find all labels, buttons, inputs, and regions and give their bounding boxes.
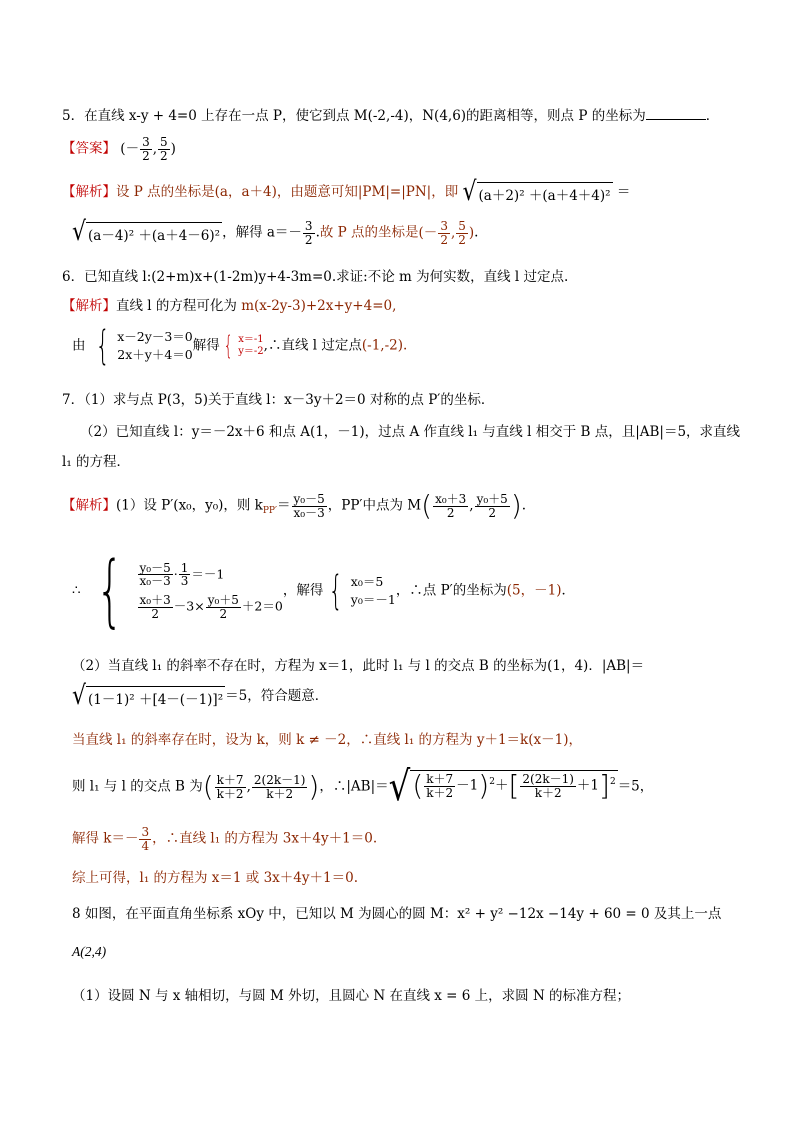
q7-case1-sqrt-line: [72, 680, 794, 711]
q7-analysis-line1: 【解析】(1）设 P′(x₀，y₀)，则 $k_{PP'}=$ $\frac{\text{y₀－5}}{\text{x₀－3}}$ ，PP′中点为 M( $\frac{\text{x₀＋3}}{2}$ , $\frac{\text{y₀＋5}}{2}$ ).: [62, 489, 527, 522]
q7-intersection-line: 则 l₁ 与 l 的交点 B 为( $\frac{k+7}{k+2}$ , $\frac{2(2k-1)}{k+2}$ )，∴|AB|＝ √ ( $\frac{k+7}{k+2}$ －1)$^2$＋[ $\frac{2(2k-1)}{k+2}$ ＋1]$^2$ ＝5，: [72, 763, 654, 811]
q7-ab-sqrt: √ ( $\frac{k+7}{k+2}$ －1)$^2$＋[ $\frac{2(2k-1)}{k+2}$ ＋1]$^2$: [388, 763, 616, 811]
analysis-tag: 【解析】: [62, 298, 116, 314]
q5-conclusion-text: 故 P 点的坐标是: [319, 224, 419, 241]
q7-ab-text: ，∴|AB|＝: [319, 778, 389, 795]
q5-analysis-line2: √ (a－4)² ＋(a＋4－6)² ，解得 a＝－ $\frac{3}{2}$ .故 P 点的坐标是(－ $\frac{3}{2}$ , $\frac{5}{2}$ ).: [72, 217, 479, 248]
q6-fixed-point: (-1,-2).: [361, 337, 408, 354]
q7-solve-k-line: [72, 826, 794, 852]
analysis-tag: 【解析】: [62, 497, 116, 514]
q6-jiede: 解得: [192, 337, 220, 354]
q6-analysis-text: 直线 l 的方程可化为: [116, 298, 242, 314]
q5-analysis-line1: [62, 176, 794, 207]
q6-analysis-line: [62, 294, 794, 314]
q7-result-point: (5，－1): [506, 582, 562, 599]
q7-s1-text: (1）设 P′(x₀，y₀)，则 k: [116, 497, 263, 514]
q7-mid-x: $\frac{\text{x₀＋3}}{2}$: [435, 491, 467, 520]
q5-stem-end: ．: [705, 108, 720, 124]
analysis-tag: 【解析】: [62, 184, 116, 200]
q7-summary-line: [72, 866, 794, 886]
therefore-sign: ∴: [72, 582, 81, 599]
q5-answer-line: [62, 136, 794, 162]
q5-frac-3-2: $\frac{3}{2}$: [304, 219, 313, 247]
q7-part2-line-a: [80, 420, 794, 440]
equals-sign: ＝: [277, 497, 291, 514]
q7-case1: （2）当直线 l₁ 的斜率不存在时，方程为 x＝1，此时 l₁ 与 l 的交点 B 的坐标为(1，4)．|AB|＝: [72, 658, 645, 674]
q7-case2: 当直线 l₁ 的斜率存在时，设为 k，则 k ≠ －2，∴直线 l₁ 的方程为 y＋1＝k(x－1)，: [72, 732, 582, 748]
q6-tail-text: ,∴直线 l 过定点: [263, 337, 362, 354]
q7-solution-system: { x₀＝5 y₀＝－1: [329, 568, 396, 614]
q7-solve-k: 解得 k＝－: [72, 830, 139, 847]
answer-blank: [646, 107, 706, 120]
q7-system-line: [72, 546, 794, 636]
q7-intersection-text: 则 l₁ 与 l 的交点 B 为: [72, 778, 203, 795]
q7-slope-frac: $\frac{\text{y₀－5}}{\text{x₀－3}}$: [293, 491, 325, 520]
q7-b-x: $\frac{k+7}{k+2}$: [216, 772, 244, 801]
period: .: [521, 497, 527, 514]
q6-equation-system: { x－2y－3＝0 2x＋y＋4＝0: [95, 323, 193, 369]
q8-point-a: A(2,4): [72, 944, 107, 959]
q5-stem: 5．在直线 x-y + 4=0 上存在一点 P，使它到点 M(-2,-4)，N(4,6)的距离相等，则点 P 的坐标为: [62, 108, 646, 124]
q7-part2-line-b: [62, 450, 794, 470]
q5-stem-line: [62, 104, 794, 124]
q8-line3: [72, 984, 794, 1004]
q7-midpoint-text: ，PP′中点为 M: [327, 497, 422, 514]
q7-part2-end: l₁ 的方程．: [62, 454, 131, 470]
q7-k-frac: $\frac{3}{4}$: [141, 825, 150, 853]
q5-sqrt-expression-2: √ (a－4)² ＋(a＋4－6)²: [72, 217, 221, 248]
q5-sqrt-expression-1: √ (a＋2)² ＋(a＋4＋4)²: [462, 176, 611, 207]
q5-solve-text: ，解得 a＝－: [222, 224, 302, 241]
q7-jiede: ，解得: [282, 582, 324, 599]
q8-line1: [72, 902, 794, 922]
q5-analysis-text: 设 P 点的坐标是(a，a＋4)，由题意可知|PM|=|PN|，即: [116, 184, 459, 200]
q7-mid-y: $\frac{\text{y₀＋5}}{2}$: [476, 491, 508, 520]
period: ．: [561, 582, 575, 599]
q6-you-label: 由: [72, 337, 86, 354]
q7-part1: 7．（1）求与点 P(3，5)关于直线 l：x－3y＋2＝0 对称的点 P′的坐标．: [62, 392, 495, 408]
q5-answer: (－ $\frac{3}{2}$ , $\frac{5}{2}$ ): [120, 135, 176, 163]
q7-b-y: $\frac{2(2k-1)}{k+2}$: [253, 772, 306, 801]
q7-subscript: PP′: [262, 506, 278, 517]
equals-sign: ＝: [616, 184, 631, 200]
q6-system-line: [72, 323, 794, 369]
q8-line2: [72, 944, 794, 960]
q7-case1-end: ＝5，符合题意．: [225, 688, 329, 704]
q7-part2: （2）已知直线 l：y＝－2x＋6 和点 A(1，－1)，过点 A 作直线 l₁ 与直线 l 相交于 B 点，且|AB|＝5，求直线: [80, 424, 741, 440]
q6-stem-line: [62, 265, 794, 285]
q7-result-text: ，∴点 P′的坐标为: [395, 582, 507, 599]
q7-summary: 综上可得，l₁ 的方程为 x＝1 或 3x＋4y＋1＝0.: [72, 870, 358, 886]
q7-case2-line: [72, 728, 794, 748]
q7-case1-sqrt: √ (1－1)² ＋[4－(－1)]²: [72, 680, 224, 711]
q7-part1-line: [62, 388, 794, 408]
q8-stem: 8 如图，在平面直角坐标系 xOy 中，已知以 M 为圆心的圆 M：x² + y² −12x −14y + 60 = 0 及其上一点: [72, 906, 722, 922]
q7-ab-result: ＝5，: [617, 778, 654, 795]
answer-tag: 【答案】: [62, 140, 116, 157]
q5-coordinate: (－ $\frac{3}{2}$ , $\frac{5}{2}$ ): [418, 219, 475, 247]
q6-stem: 6．已知直线 l:(2+m)x+(1-2m)y+4-3m=0.求证:不论 m 为何实数，直线 l 过定点.: [62, 269, 569, 285]
q7-line-eq: ，∴直线 l₁ 的方程为 3x＋4y＋1＝0.: [152, 830, 378, 847]
q7-case1-line: [72, 654, 794, 674]
q8-part1: （1）设圆 N 与 x 轴相切，与圆 M 外切，且圆心 N 在直线 x = 6 上，求圆 N 的标准方程；: [72, 988, 631, 1004]
q6-equation: m(x-2y-3)+2x+y+4=0,: [241, 298, 397, 314]
q6-solution-system: { x＝-1 y＝-2: [223, 331, 264, 361]
q7-equation-system: { $\frac{\text{y₀－5}}{\text{x₀－3}}$ · $\frac{1}{3}$ ＝－1 $\frac{\text{x₀＋3}}{2}$ －3× $\frac{\text{y₀＋5}}{2}$ ＋2＝0: [96, 546, 283, 636]
